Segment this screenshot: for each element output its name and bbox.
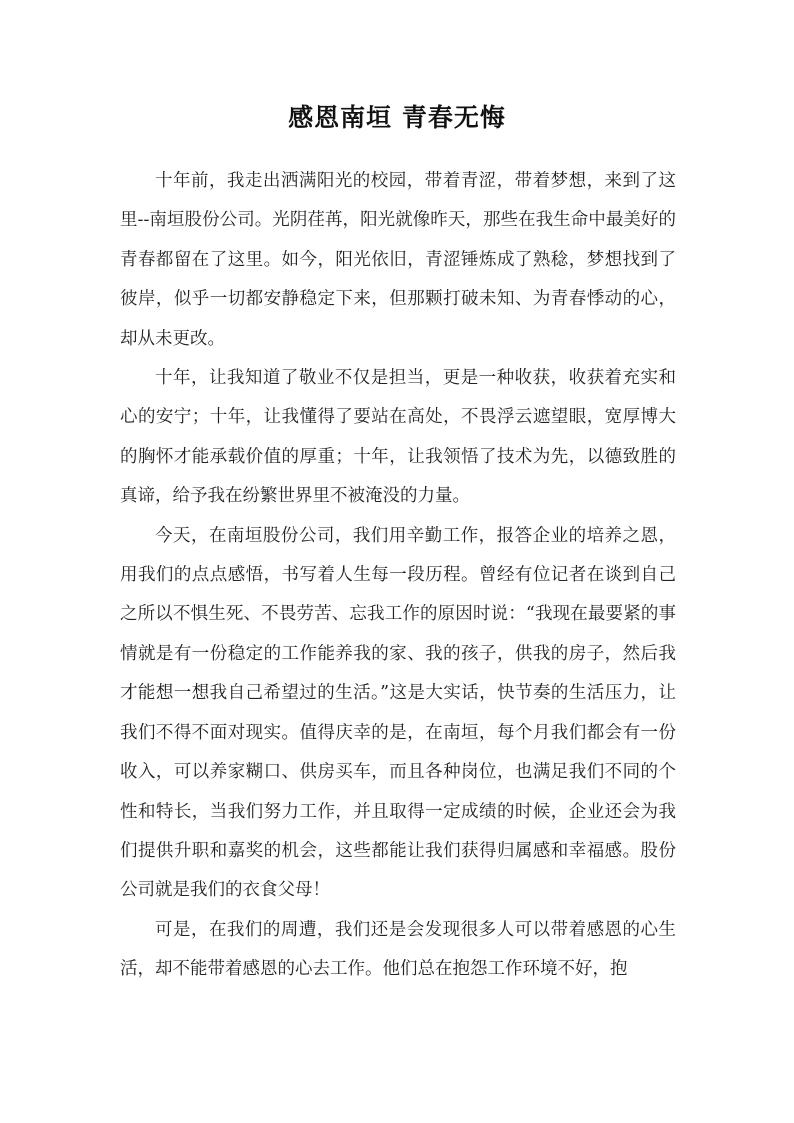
document-title: 感恩南垣 青春无悔 — [288, 103, 506, 132]
paragraph-3: 今天，在南垣股份公司，我们用辛勤工作，报答企业的培养之恩，用我们的点点感悟，书写着人生每一段历程。曾经有位记者在谈到自己之所以不惧生死、不畏劳苦、忘我工作的原因时说：“我现在最要紧的事情就是有一份稳定的工作能养我的家、我的孩子，供我的房子，然后我才能想一想我自己希望过的生活。”这是大实话，快节奏的生活压力，让我们不得不面对现实。值得庆幸的是，在南垣，每个月我们都会有一份收入，可以养家糊口、供房买车，而且各种岗位，也满足我们不同的个性和特长，当我们努力工作，并且取得一定成绩的时候，企业还会为我们提供升职和嘉奖的机会，这些都能让我们获得归属感和幸福感。股份公司就是我们的衣食父母！ — [120, 525, 676, 901]
paragraph-2: 十年，让我知道了敬业不仅是担当，更是一种收获，收获着充实和心的安宁；十年，让我懂得了要站在高处，不畏浮云遮望眼，宽厚博大的胸怀才能承载价值的厚重；十年，让我领悟了技术为先，以德致胜的真谛，给予我在纷繁世界里不被淹没的力量。 — [120, 368, 676, 507]
paragraph-1: 十年前，我走出洒满阳光的校园，带着青涩，带着梦想，来到了这里--南垣股份公司。光阴荏苒，阳光就像昨天，那些在我生命中最美好的青春都留在了这里。如今，阳光依旧，青涩锤炼成了熟稔，梦想找到了彼岸，似乎一切都安静稳定下来，但那颗打破未知、为青春悸动的心，却从未更改。 — [120, 171, 676, 349]
paragraph-4: 可是，在我们的周遭，我们还是会发现很多人可以带着感恩的心生活，却不能带着感恩的心去工作。他们总在抱怨工作环境不好，抱 — [120, 919, 676, 980]
document-body — [120, 162, 676, 990]
